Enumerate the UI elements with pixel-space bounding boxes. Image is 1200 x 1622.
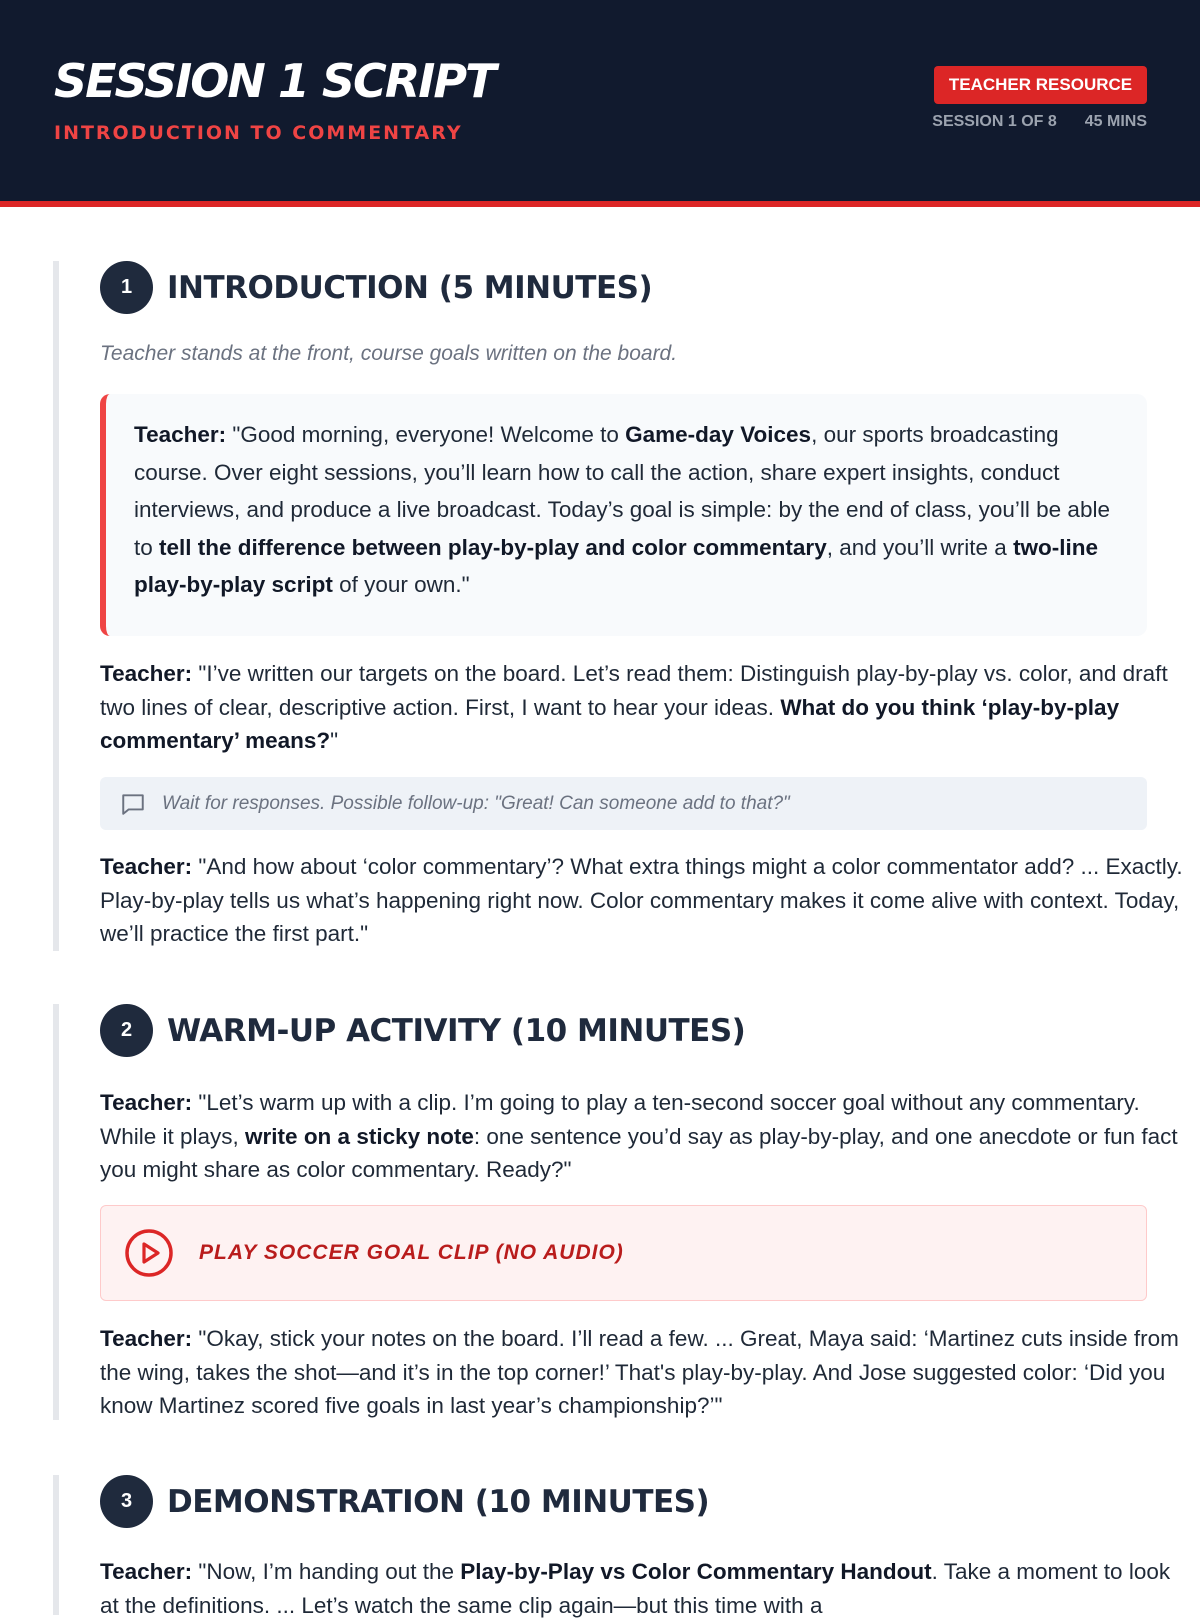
teacher-paragraph	[100, 850, 1190, 951]
teacher-paragraph	[100, 1322, 1190, 1423]
page-title: SESSION 1 SCRIPT	[54, 54, 495, 108]
paragraph-text: : one sentence you’d say as play-by-play, and one anecdote or fun fact you might share as color commentary. Ready?"	[100, 1123, 1178, 1182]
quote-emphasis: tell the difference between play-by-play and color commentary	[159, 534, 827, 560]
session-duration: 45 MINS	[1084, 113, 1147, 130]
section-title: WARM-UP ACTIVITY (10 MINUTES)	[167, 1012, 746, 1049]
resource-badge: TEACHER RESOURCE	[934, 66, 1147, 104]
page-subtitle: INTRODUCTION TO COMMENTARY	[54, 122, 463, 144]
speaker-label: Teacher:	[100, 1326, 193, 1351]
paragraph-text: "	[330, 728, 339, 753]
speaker-label: Teacher:	[100, 854, 193, 879]
teacher-quote-box	[100, 394, 1147, 636]
section-title: INTRODUCTION (5 MINUTES)	[167, 269, 653, 306]
play-circle-icon	[123, 1227, 175, 1279]
section-number-badge: 3	[100, 1475, 153, 1528]
quote-text: , and you’ll write a	[826, 534, 1014, 560]
section-number-badge: 2	[100, 1004, 153, 1057]
paragraph-text: "Now, I’m handing out the	[192, 1559, 461, 1584]
quote-text: , our sports broadcasting course. Over eight sessions, you’ll learn how to call the action, share expert insights, conduct interviews, and produce a live broadcast. Today’s goal is simple: by the end of class, you’ll be able to	[134, 422, 1110, 560]
media-cue-label: PLAY SOCCER GOAL CLIP (NO AUDIO)	[199, 1241, 624, 1264]
teacher-paragraph	[100, 1555, 1190, 1622]
page-header	[0, 0, 1200, 207]
section-introduction	[53, 261, 1183, 951]
section-title: DEMONSTRATION (10 MINUTES)	[167, 1483, 710, 1520]
paragraph-emphasis: Play-by-Play vs Color Commentary Handout	[460, 1559, 932, 1584]
section-heading	[100, 1475, 709, 1528]
facilitator-note	[100, 777, 1147, 830]
stage-direction: Teacher stands at the front, course goals written on the board.	[100, 342, 678, 365]
section-heading	[100, 1004, 745, 1057]
paragraph-text: . Take a moment to look at the definitions. ... Let’s watch the same clip again—but this time with a	[100, 1559, 1171, 1618]
paragraph-text: "And how about ‘color commentary’? What extra things might a color commentator add? ... Exactly. Play-by-play tells us what’s happening right now. Color commentary makes it come alive with context. Today, we’ll practice the first part."	[100, 854, 1183, 946]
session-meta	[932, 113, 1147, 131]
speaker-label: Teacher:	[100, 1559, 193, 1584]
paragraph-text: "Okay, stick your notes on the board. I’ll read a few. ... Great, Maya said: ‘Martinez cuts inside from the wing, takes the shot—and it’s in the top corner!’ That's play-by-play. And Jose suggested color: ‘Did you know Martinez scored five goals in last year’s championship?’"	[100, 1326, 1179, 1418]
speaker-label: Teacher:	[100, 1090, 193, 1115]
media-cue-box	[100, 1205, 1147, 1301]
quote-emphasis: Game-day Voices	[625, 422, 812, 447]
paragraph-emphasis: What do you think ‘play-by-play commentary’ means?	[100, 694, 1120, 753]
note-text: Wait for responses. Possible follow-up: "Great! Can someone add to that?"	[162, 792, 790, 814]
section-warm-up	[53, 1004, 1179, 1420]
section-demonstration	[53, 1475, 1171, 1618]
section-number-badge: 1	[100, 261, 153, 314]
teacher-paragraph	[100, 1086, 1190, 1187]
paragraph-text: "I’ve written our targets on the board. Let’s read them: Distinguish play-by-play vs. color, and draft two lines of clear, descriptive action. First, I want to hear your ideas.	[100, 661, 1168, 720]
quote-text: "Good morning, everyone! Welcome to	[226, 422, 626, 447]
chat-bubble-icon	[120, 791, 146, 817]
section-heading	[100, 261, 652, 314]
quote-text: of your own."	[332, 572, 470, 597]
speaker-label: Teacher:	[100, 661, 193, 686]
paragraph-text: "Let’s warm up with a clip. I’m going to play a ten-second soccer goal without any commentary. While it plays,	[100, 1090, 1140, 1149]
teacher-paragraph	[100, 657, 1190, 758]
session-count: SESSION 1 OF 8	[932, 113, 1057, 130]
paragraph-emphasis: write on a sticky note	[245, 1123, 474, 1149]
quote-emphasis: two-line play-by-play script	[134, 534, 1099, 597]
speaker-label: Teacher:	[134, 422, 227, 447]
